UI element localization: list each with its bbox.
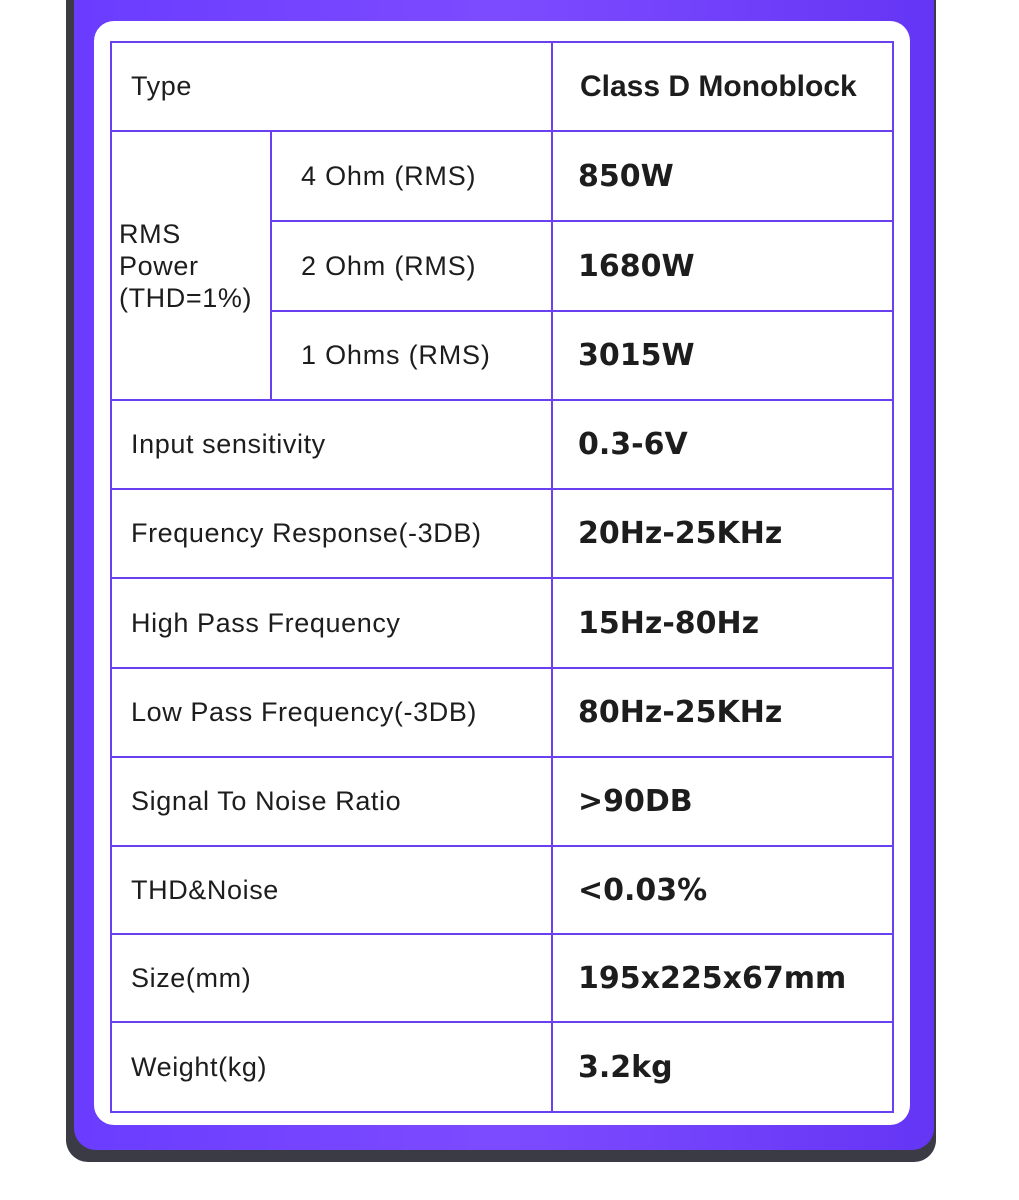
spec-value-snr: >90DB [552,757,893,846]
spec-label-snr: Signal To Noise Ratio [111,757,552,846]
spec-label-size: Size(mm) [111,934,552,1022]
spec-label-thd-noise: THD&Noise [111,846,552,934]
table-row [111,757,893,846]
spec-value-frequency-response: 20Hz-25KHz [552,489,893,578]
spec-value-thd-noise: <0.03% [552,846,893,934]
table-row [111,934,893,1022]
spec-label-weight: Weight(kg) [111,1022,552,1112]
spec-value-input-sensitivity: 0.3-6V [552,400,893,489]
table-row [111,489,893,578]
table-row [111,131,893,221]
spec-label-input-sensitivity: Input sensitivity [111,400,552,489]
rms-group-line3: (THD=1%) [119,282,253,313]
spec-value-low-pass: 80Hz-25KHz [552,668,893,757]
table-row [111,578,893,668]
rms-power-group-label [111,131,271,400]
spec-value-type: Class D Monoblock [552,42,893,131]
rms-group-line2: Power [119,250,199,281]
spec-value-4-ohm: 850W [552,131,893,221]
spec-table [110,41,894,1113]
rms-group-line1: RMS [119,218,181,249]
spec-label-low-pass: Low Pass Frequency(-3DB) [111,668,552,757]
table-row [111,400,893,489]
spec-label-2-ohm: 2 Ohm (RMS) [271,221,552,311]
table-row [111,42,893,131]
spec-label-frequency-response: Frequency Response(-3DB) [111,489,552,578]
table-row [111,846,893,934]
spec-value-weight: 3.2kg [552,1022,893,1112]
spec-label-4-ohm: 4 Ohm (RMS) [271,131,552,221]
spec-label-1-ohm: 1 Ohms (RMS) [271,311,552,400]
spec-label-high-pass: High Pass Frequency [111,578,552,668]
spec-value-1-ohm: 3015W [552,311,893,400]
table-row [111,1022,893,1112]
spec-value-size: 195x225x67mm [552,934,893,1022]
spec-value-high-pass: 15Hz-80Hz [552,578,893,668]
spec-label-type: Type [111,42,552,131]
table-row [111,668,893,757]
spec-value-2-ohm: 1680W [552,221,893,311]
